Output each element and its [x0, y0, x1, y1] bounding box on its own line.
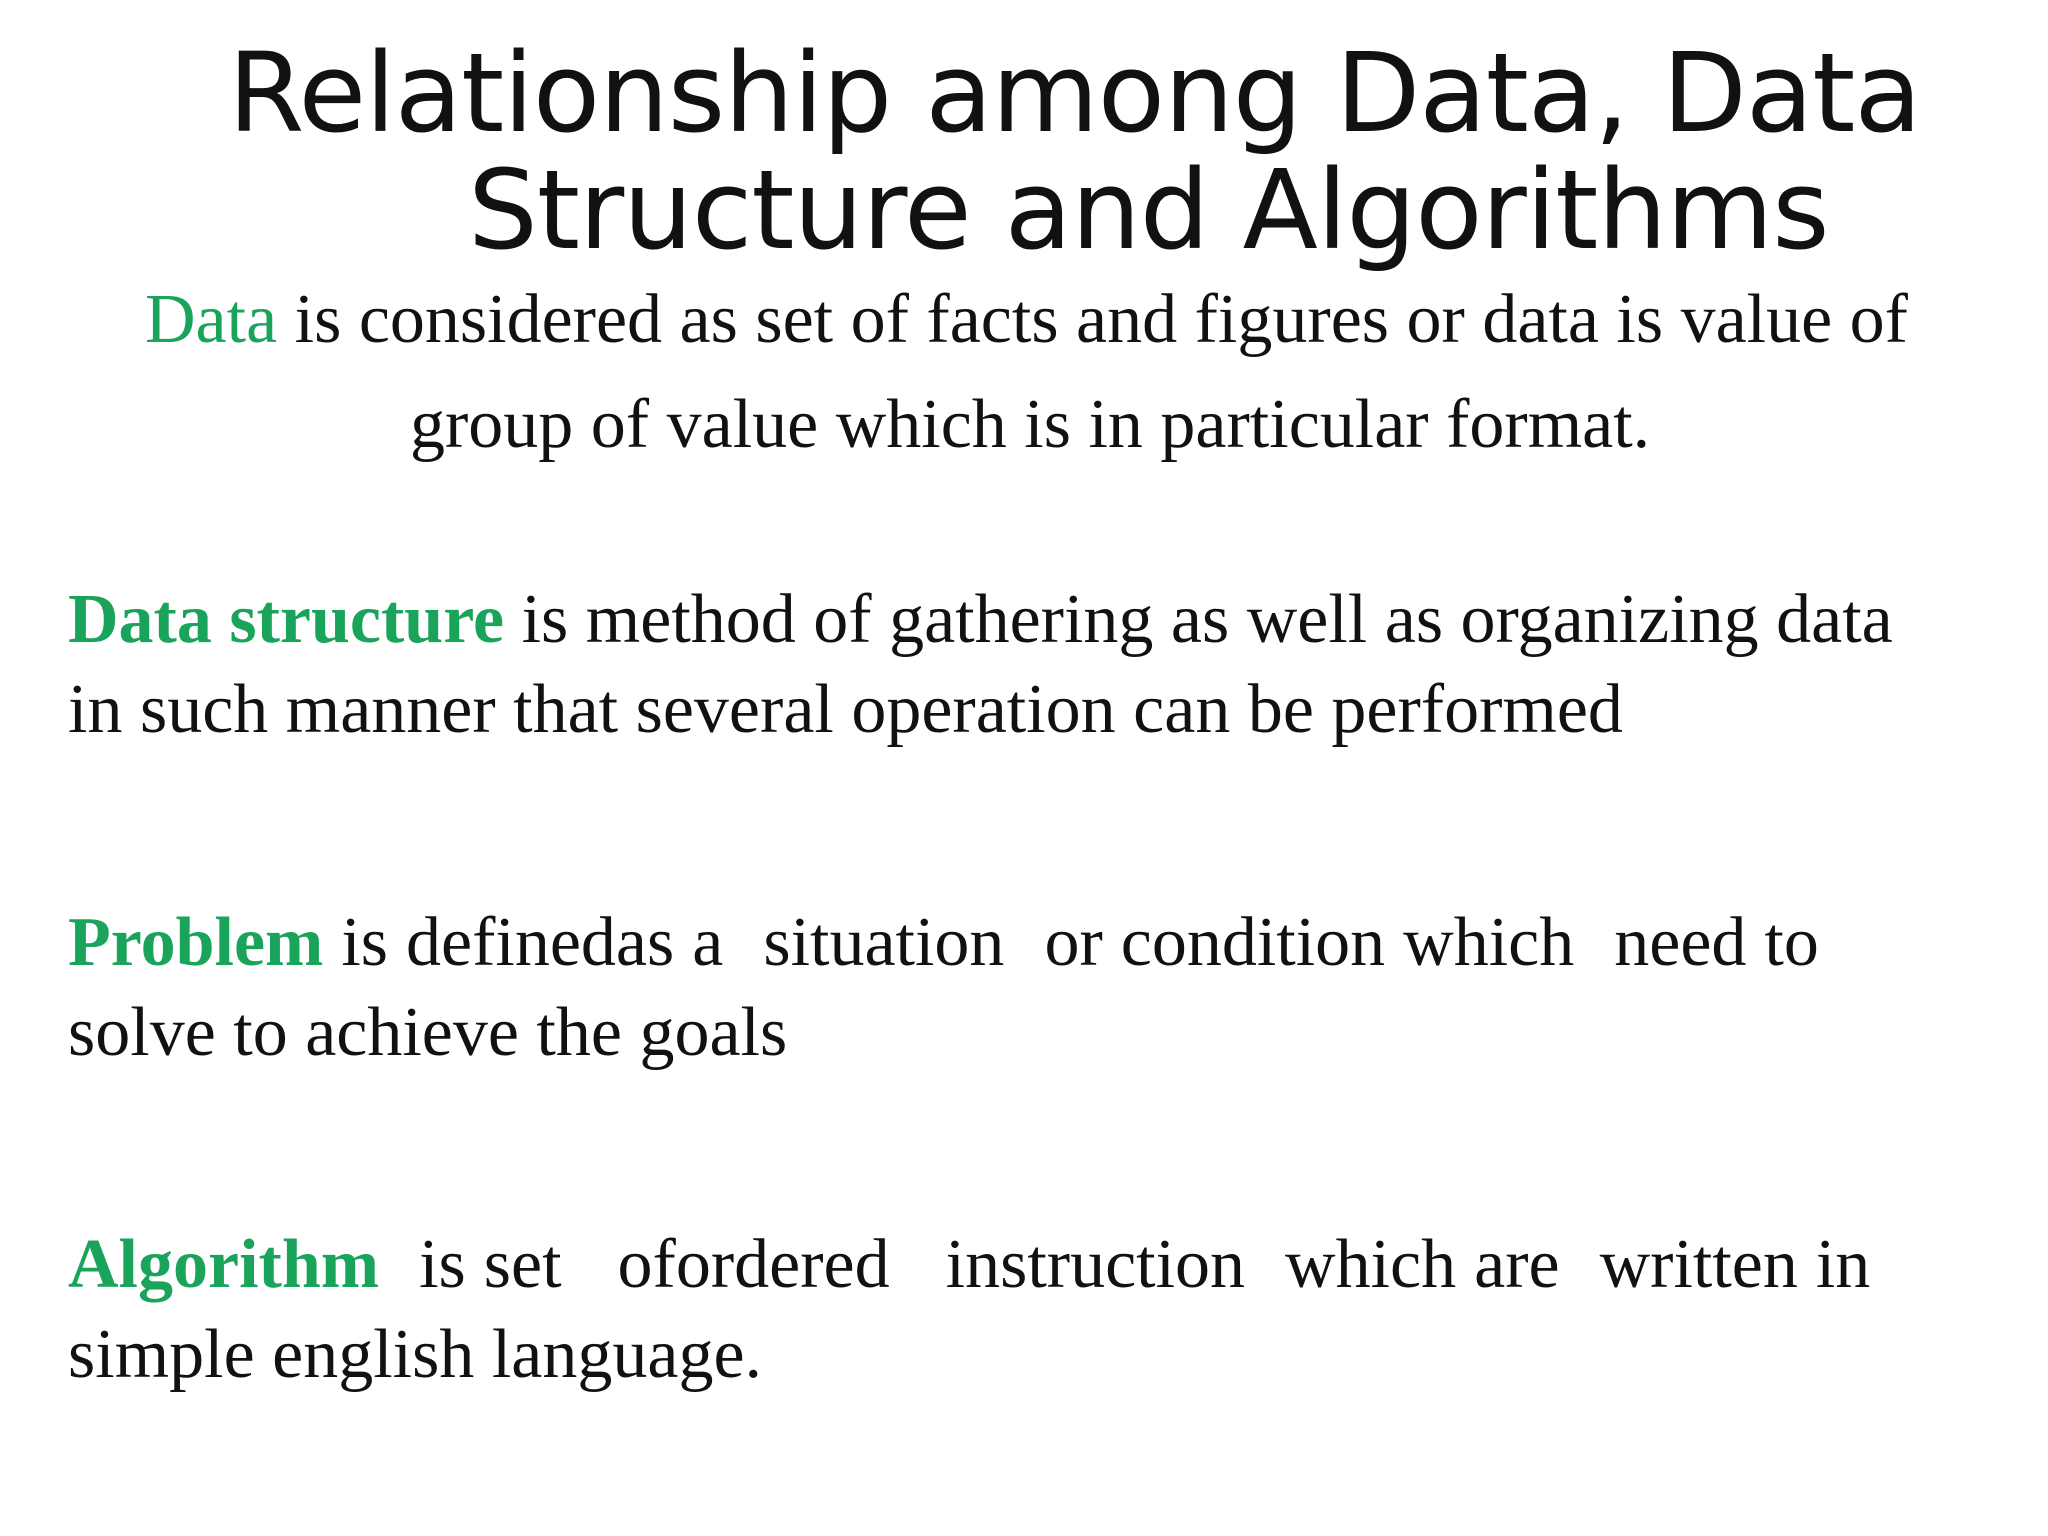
- problem-word-9: to: [1764, 904, 1819, 981]
- problem-word-1: is: [341, 904, 389, 981]
- algorithm-word-5: instruction: [945, 1226, 1246, 1303]
- algorithm-word-3: of: [617, 1226, 676, 1303]
- slide-title-line-1: Relationship among Data, Data: [228, 29, 1921, 157]
- data-term: Data: [145, 281, 278, 358]
- data-definition-line-2: group of value which is in particular format.: [410, 386, 1651, 463]
- problem-term: Problem: [68, 904, 324, 981]
- algorithm-definition-line-1: [68, 1226, 1871, 1303]
- problem-word-5: or: [1044, 904, 1103, 981]
- algorithm-word-9: in: [1815, 1226, 1871, 1303]
- problem-definition-line-2: solve to achieve the goals: [68, 994, 788, 1071]
- slide-title-line-2: Structure and Algorithms: [468, 146, 1829, 274]
- data-definition-line-1: [145, 281, 1908, 358]
- algorithm-word-1: is: [419, 1226, 466, 1303]
- problem-word-7: which: [1403, 904, 1575, 981]
- problem-definition-line-1: [68, 904, 1819, 981]
- problem-word-2: definedas: [406, 904, 675, 981]
- data-structure-definition-line-1: [68, 581, 1893, 658]
- problem-word-3: a: [692, 904, 724, 981]
- algorithm-term: Algorithm: [68, 1226, 380, 1303]
- data-structure-definition-text-1: is method of gathering as well as organizing data: [504, 581, 1893, 658]
- algorithm-definition-line-2: simple english language.: [68, 1316, 763, 1393]
- algorithm-word-2: set: [483, 1226, 562, 1303]
- problem-word-8: need: [1614, 904, 1747, 981]
- data-definition-text-1: is considered as set of facts and figures or data is value of: [277, 281, 1908, 358]
- data-structure-definition-line-2: in such manner that several operation can be performed: [68, 671, 1623, 748]
- data-structure-term: Data structure: [68, 581, 505, 658]
- problem-word-6: condition: [1120, 904, 1386, 981]
- algorithm-word-7: are: [1474, 1226, 1560, 1303]
- algorithm-word-8: written: [1599, 1226, 1798, 1303]
- algorithm-word-6: which: [1285, 1226, 1457, 1303]
- algorithm-word-4: ordered: [675, 1226, 890, 1303]
- problem-word-4: situation: [763, 904, 1005, 981]
